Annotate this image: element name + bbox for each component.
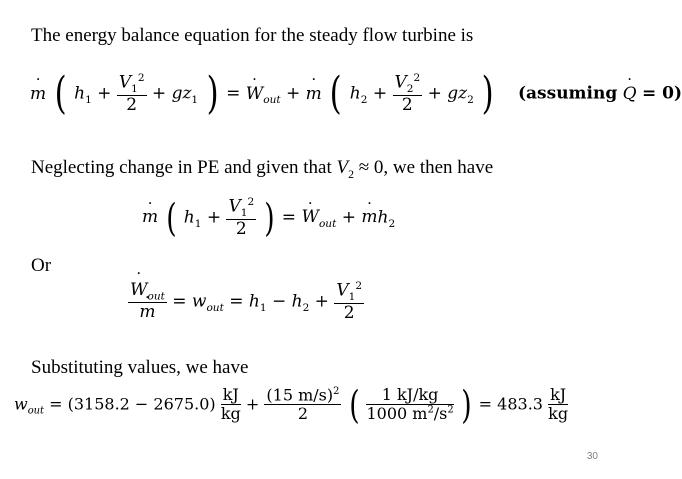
neglect-text-b: ≈ 0, we then have: [354, 157, 494, 178]
conversion-denominator: 1000 m: [366, 404, 428, 424]
work-output-equation: $\frac{W ˙_{out}}{m}$ ˙ = $w_{out} = h_1 - h_2$ + $\frac{V_1^2}{2}$: [128, 281, 364, 323]
page-number: 30: [586, 451, 598, 462]
assumption-label: (assuming: [518, 83, 618, 104]
velocity-value: (15 m/s): [266, 385, 334, 405]
or-text: Or: [31, 255, 52, 276]
numeric-substitution-equation: $w_{out} = (3158.2 - 2675.0)$ $\frac{kJ}{kg}$ + $\frac{(15 m/s)^2}{2}$ ( $\frac{1 kJ/kg}{1000 m^2/s^2}$ ) = 483.3 $\frac{kJ}{kg}$: [14, 383, 569, 427]
intro-text: The energy balance equation for the steady flow turbine is: [31, 25, 474, 46]
h1-value: 3158.2: [73, 394, 130, 414]
neglect-text: Neglecting change in PE and given that $V_2 \approx 0$, we then have: [31, 157, 494, 181]
energy-balance-equation: m ˙ ( $h_1$ + $\frac{V_1^2}{2}$ + $gz_1$ ) = W $˙_{out} + m$ ˙ ( $h_2$ + $\frac{V_2^2}{2}$ + $gz_2$ ) (assuming Q ˙ = 0): [30, 72, 682, 116]
unit-num-1: kJ: [222, 385, 239, 405]
neglect-text-a: Neglecting change in PE and given that: [31, 157, 337, 178]
unit-num-2: kJ: [550, 385, 567, 405]
result-value: 483.3: [497, 394, 543, 414]
unit-den-2: kg: [548, 404, 569, 424]
h2-value: 2675.0: [153, 394, 210, 414]
unit-den-1: kg: [220, 404, 241, 424]
assumption-value: = 0): [642, 83, 682, 104]
substituting-text: Substituting values, we have: [31, 357, 249, 378]
conversion-numerator: 1 kJ/kg: [366, 387, 453, 405]
simplified-equation: m ˙ ( $h_1$ + $\frac{V_1^2}{2}$ ) = W $˙_{out} + m$ $˙h_2$: [142, 197, 395, 239]
